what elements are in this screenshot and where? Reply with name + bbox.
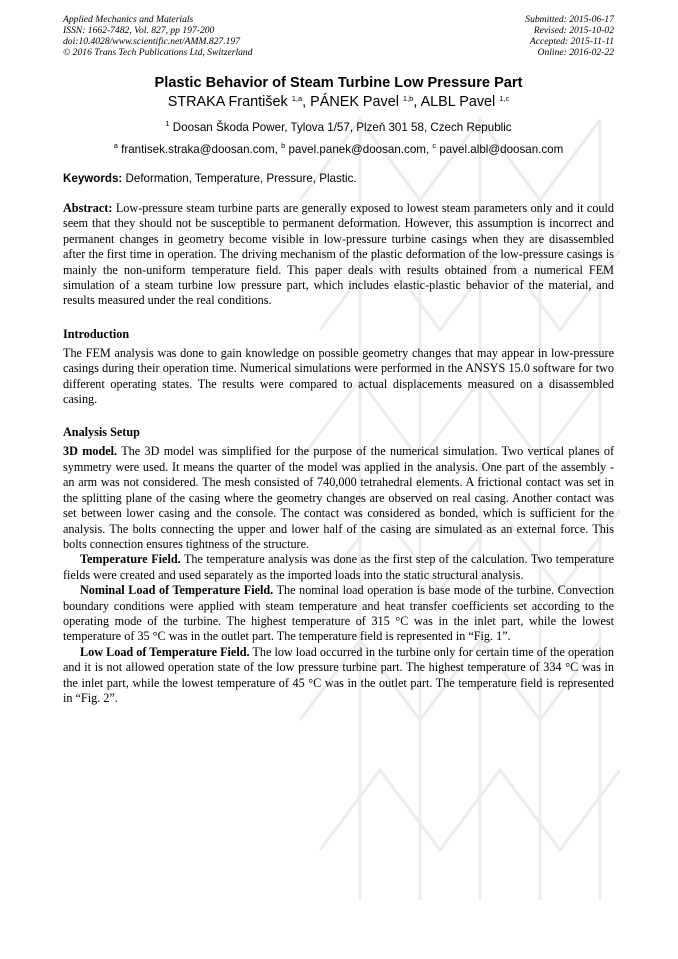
author-separator: , xyxy=(302,94,311,110)
issn: ISSN: 1662-7482, Vol. 827, pp 197-200 xyxy=(63,25,215,36)
publication-info xyxy=(63,14,253,58)
introduction-paragraph: The FEM analysis was done to gain knowledge on possible geometry changes that may appear in low-pressure casings during their operation time. Numerical simulations were performed in the ANSYS 15.0 software for two different operating states. The results were compared to actual displacements measured on a disassembled casing. xyxy=(63,345,614,407)
nominal-load-paragraph xyxy=(63,583,614,645)
author-name: STRAKA František xyxy=(167,94,292,110)
abstract-text: Low-pressure steam turbine parts are generally exposed to lowest steam parameters only and it could seem that they should not be susceptible to permanent deformation. However, this assumption is incorrect and permanent changes in geometry become visible in low-pressure turbine casings when they are disassembled after the first time in operation. The driving mechanism of the plastic deformation of the low-pressure casings is mainly the non-uniform temperature field. This paper deals with results obtained from a numerical FEM simulation of a steam turbine low pressure part, which includes elastic-plastic behavior of the material, and results measured under the real conditions. xyxy=(63,201,614,308)
author-name: ALBL Pavel xyxy=(420,94,500,110)
online-date: Online: 2016-02-22 xyxy=(537,47,614,58)
email-address: frantisek.straka@doosan.com, xyxy=(117,143,282,156)
temperature-text: The temperature analysis was done as the first step of the calculation. Two temperature fields were created and used separately as the imported loads into the static structural analysis. xyxy=(63,552,614,582)
keywords-text: Deformation, Temperature, Pressure, Plastic. xyxy=(122,172,357,185)
low-load-label: Low Load of Temperature Field. xyxy=(80,644,250,659)
submitted-date: Submitted: 2015-06-17 xyxy=(525,14,614,25)
author-affil: 1,c xyxy=(499,94,510,103)
keywords-label: Keywords: xyxy=(63,172,123,185)
email-list xyxy=(63,143,614,156)
affiliation xyxy=(63,121,614,134)
publication-dates xyxy=(525,14,614,58)
affiliation-text: Doosan Škoda Power, Tylova 1/57, Plzeň 301 58, Czech Republic xyxy=(169,121,512,134)
abstract xyxy=(63,201,614,309)
model-label: 3D model. xyxy=(63,444,118,459)
running-header xyxy=(63,14,614,58)
abstract-label: Abstract: xyxy=(63,201,113,215)
email-address: pavel.panek@doosan.com, xyxy=(285,143,433,156)
low-load-paragraph xyxy=(63,645,614,707)
doi: doi:10.4028/www.scientific.net/AMM.827.197 xyxy=(63,36,241,47)
email-marker: b xyxy=(281,141,286,150)
section-heading-analysis-setup: Analysis Setup xyxy=(63,425,140,440)
section-heading-introduction: Introduction xyxy=(63,326,130,341)
email-marker: a xyxy=(113,141,118,150)
paper-title: Plastic Behavior of Steam Turbine Low Pressure Part xyxy=(154,75,523,91)
journal-name: Applied Mechanics and Materials xyxy=(63,14,194,25)
email-marker: c xyxy=(432,141,437,150)
author-affil: 1,b xyxy=(402,94,414,103)
copyright: © 2016 Trans Tech Publications Ltd, Switzerland xyxy=(63,47,253,58)
temperature-paragraph xyxy=(63,552,614,583)
author-affil: 1,a xyxy=(291,94,303,103)
revised-date: Revised: 2015-10-02 xyxy=(533,25,614,36)
model-text: The 3D model was simplified for the purpose of the numerical simulation. Two vertical planes of symmetry were used. It means the quarter of the model was applied in the analysis. One part of the assembly - an arm was not considered. The mesh consisted of 740,000 tetrahedral elements. A frictional contact was set in the splitting plane of the casing where the geometry changes are observed on real casing. Another contact was set between lower casing and the console. The contact was considered as bonded, which is sufficient for the analysis. The bolts connecting the upper and lower half of the casing are simulated as an external force. This bolts connection ensures tightness of the structure. xyxy=(63,444,615,551)
low-load-text: The low load occurred in the turbine only for certain time of the operation and it is not allowed operation state of the low pressure turbine part. The highest temperature of 334 °C was in the inlet part, while the lowest temperature of 45 °C was in the outlet part. The temperature field is represented in “Fig. 2”. xyxy=(63,644,614,705)
nominal-load-label: Nominal Load of Temperature Field. xyxy=(80,583,274,598)
keywords xyxy=(63,172,614,185)
temperature-label: Temperature Field. xyxy=(80,552,181,567)
author-separator: , xyxy=(413,94,421,110)
affiliation-marker: 1 xyxy=(165,119,170,128)
email-address: pavel.albl@doosan.com xyxy=(436,143,564,156)
model-paragraph xyxy=(63,444,614,552)
paper-page xyxy=(63,14,614,706)
nominal-load-text: The nominal load operation is base mode of the turbine. Convection boundary conditions were applied with steam temperature and heat transfer coefficients set according to the operating mode of the turbine. The highest temperature of 315 °C was in the inlet part, while the lowest temperature of 35 °C was in the outlet part. The temperature field is represented in “Fig. 1”. xyxy=(63,583,614,644)
author-name: PÁNEK Pavel xyxy=(310,94,403,110)
author-list xyxy=(63,94,614,110)
accepted-date: Accepted: 2015-11-11 xyxy=(529,36,614,47)
